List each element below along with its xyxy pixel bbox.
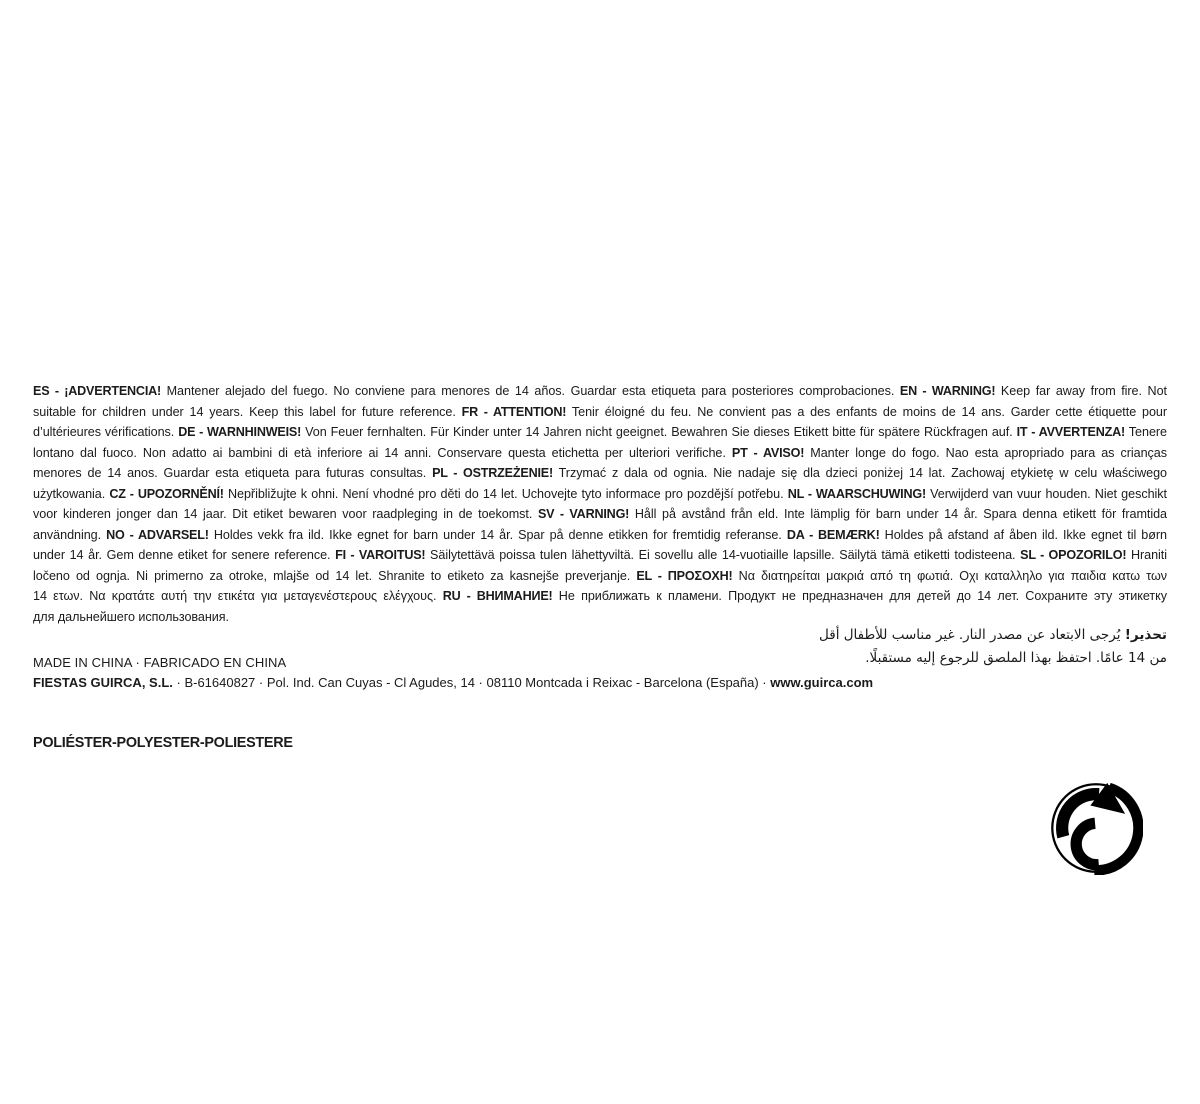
- language-warning-label: SL - OPOZORILO!: [1020, 548, 1127, 562]
- warning-line: voor kinderen jonger dan 14 jaar. Dit etiket bewaren voor raadpleging in de toekomst. SV - VARNING! Håll på avstånd från eld. Inte lämplig för barn under 14 år. Spara denna etikett för framtida: [33, 507, 1167, 521]
- company-name: FIESTAS GUIRCA, S.L.: [33, 675, 173, 690]
- warning-line: użytkowania. CZ - UPOZORNĚNÍ! Nepřibližujte k ohni. Není vhodné pro děti do 14 let. Uchovejte tyto informace pro pozdější potřebu. NL - WAARSCHUWING! Verwijderd van vuur houden. Niet geschikt: [33, 486, 1167, 501]
- language-warning-label: CZ - UPOZORNĚNÍ!: [109, 486, 224, 501]
- warning-line: для дальнейшего использования.: [33, 609, 229, 624]
- language-warning-label: IT - AVVERTENZA!: [1016, 425, 1126, 439]
- language-warning-label: PL - OSTRZEŻENIE!: [432, 466, 553, 480]
- language-warning-label: DA - BEMÆRK!: [786, 527, 880, 542]
- warning-text-block: [33, 381, 1167, 627]
- warning-line: d’ultérieures vérifications. DE - WARNHINWEIS! Von Feuer fernhalten. Für Kinder unter 14 Jahren nicht geeignet. Bewahren Sie dieses Etikett bitte für spätere Rückfragen auf. IT - AVVERTENZA! Tenere: [33, 425, 1167, 439]
- language-warning-label: DE - WARNHINWEIS!: [178, 425, 302, 439]
- language-warning-label: EN - WARNING!: [899, 384, 996, 398]
- language-warning-label: PT - AVISO!: [731, 445, 805, 460]
- company-line: [33, 675, 873, 690]
- warning-line: lontano dal fuoco. Non adatto ai bambini di età inferiore ai 14 anni. Conservare questa etichetta per ulteriori verifiche. PT - AVISO! Manter longe do fogo. Nao esta apropriado para as crianças: [33, 445, 1167, 460]
- language-warning-label: FI - VAROITUS!: [335, 548, 426, 562]
- language-warning-label: ES - ¡ADVERTENCIA!: [33, 384, 162, 398]
- arabic-warning-line: تحذير! يُرجى الابتعاد عن مصدر النار. غير مناسب للأطفال أقل: [819, 627, 1167, 643]
- warning-line: användning. NO - ADVARSEL! Holdes vekk fra ild. Ikke egnet for barn under 14 år. Spar på denne etikken for fremtidig referanse. DA - BEMÆRK! Holdes på afstand af åben ild. Ikke egnet til børn: [33, 527, 1167, 542]
- company-details: · B-61640827 · Pol. Ind. Can Cuyas - Cl Agudes, 14 · 08110 Montcada i Reixac - Barcelona (España) ·: [172, 675, 771, 690]
- material-line: POLIÉSTER-POLYESTER-POLIESTERE: [33, 734, 293, 751]
- warning-line: under 14 år. Gem denne etiket for senere reference. FI - VAROITUS! Säilytettävä poissa tulen lähettyviltä. Ei sovellu alle 14-vuotiaille lapsille. Säilytä tämä etiketti todisteena. SL - OPOZORILO! Hraniti: [33, 548, 1167, 562]
- warning-line: 14 ετων. Να κρατάτε αυτή την ετικέτα για μεταγενέστερους ελέγχους. RU - ВНИМАНИЕ! Не приближать к пламени. Продукт не предназначен для детей до 14 лет. Сохраните эту этикетку: [33, 589, 1167, 603]
- language-warning-label: NL - WAARSCHUWING!: [787, 486, 926, 501]
- warning-line: menores de 14 anos. Guardar esta etiqueta para futuras consultas. PL - OSTRZEŻENIE! Trzymać z dala od ognia. Nie nadaje się dla dzieci poniżej 14 lat. Zachowaj etykietę w celu właściwego: [33, 466, 1168, 480]
- arabic-warning-line: من 14 عامًا. احتفظ بهذا الملصق للرجوع إليه مستقبلًا.: [865, 649, 1167, 666]
- warning-line: suitable for children under 14 years. Keep this label for future reference. FR - ATTENTION! Tenir éloigné du feu. Ne convient pas a des enfants de moins de 14 ans. Garder cette étiquette pour: [33, 404, 1167, 419]
- language-warning-label: RU - ВНИМАНИЕ!: [442, 589, 553, 603]
- warning-line: ES - ¡ADVERTENCIA! Mantener alejado del fuego. No conviene para menores de 14 años. Guardar esta etiqueta para posteriores comprobaciones. EN - WARNING! Keep far away from fire. Not: [33, 384, 1167, 398]
- language-warning-label: تحذير!: [1124, 627, 1167, 643]
- warning-line: ločeno od ognja. Ni primerno za otroke, mlajše od 14 let. Shranite to etiketo za kasnejše preverjanje. EL - ΠΡΟΣΟΧΗ! Να διατηρείται μακριά από τη φωτιά. Οχι καταλληλο για παιδια κατω των: [33, 568, 1167, 583]
- language-warning-label: EL - ΠΡΟΣΟΧΗ!: [636, 568, 733, 583]
- language-warning-label: SV - VARNING!: [537, 507, 630, 521]
- language-warning-label: FR - ATTENTION!: [461, 404, 567, 419]
- company-website: www.guirca.com: [770, 675, 874, 690]
- arabic-warning-block: [607, 624, 1167, 669]
- language-warning-label: NO - ADVARSEL!: [106, 527, 209, 542]
- made-in-line: MADE IN CHINA · FABRICADO EN CHINA: [33, 655, 287, 670]
- green-dot-recycling-icon: [1049, 781, 1143, 875]
